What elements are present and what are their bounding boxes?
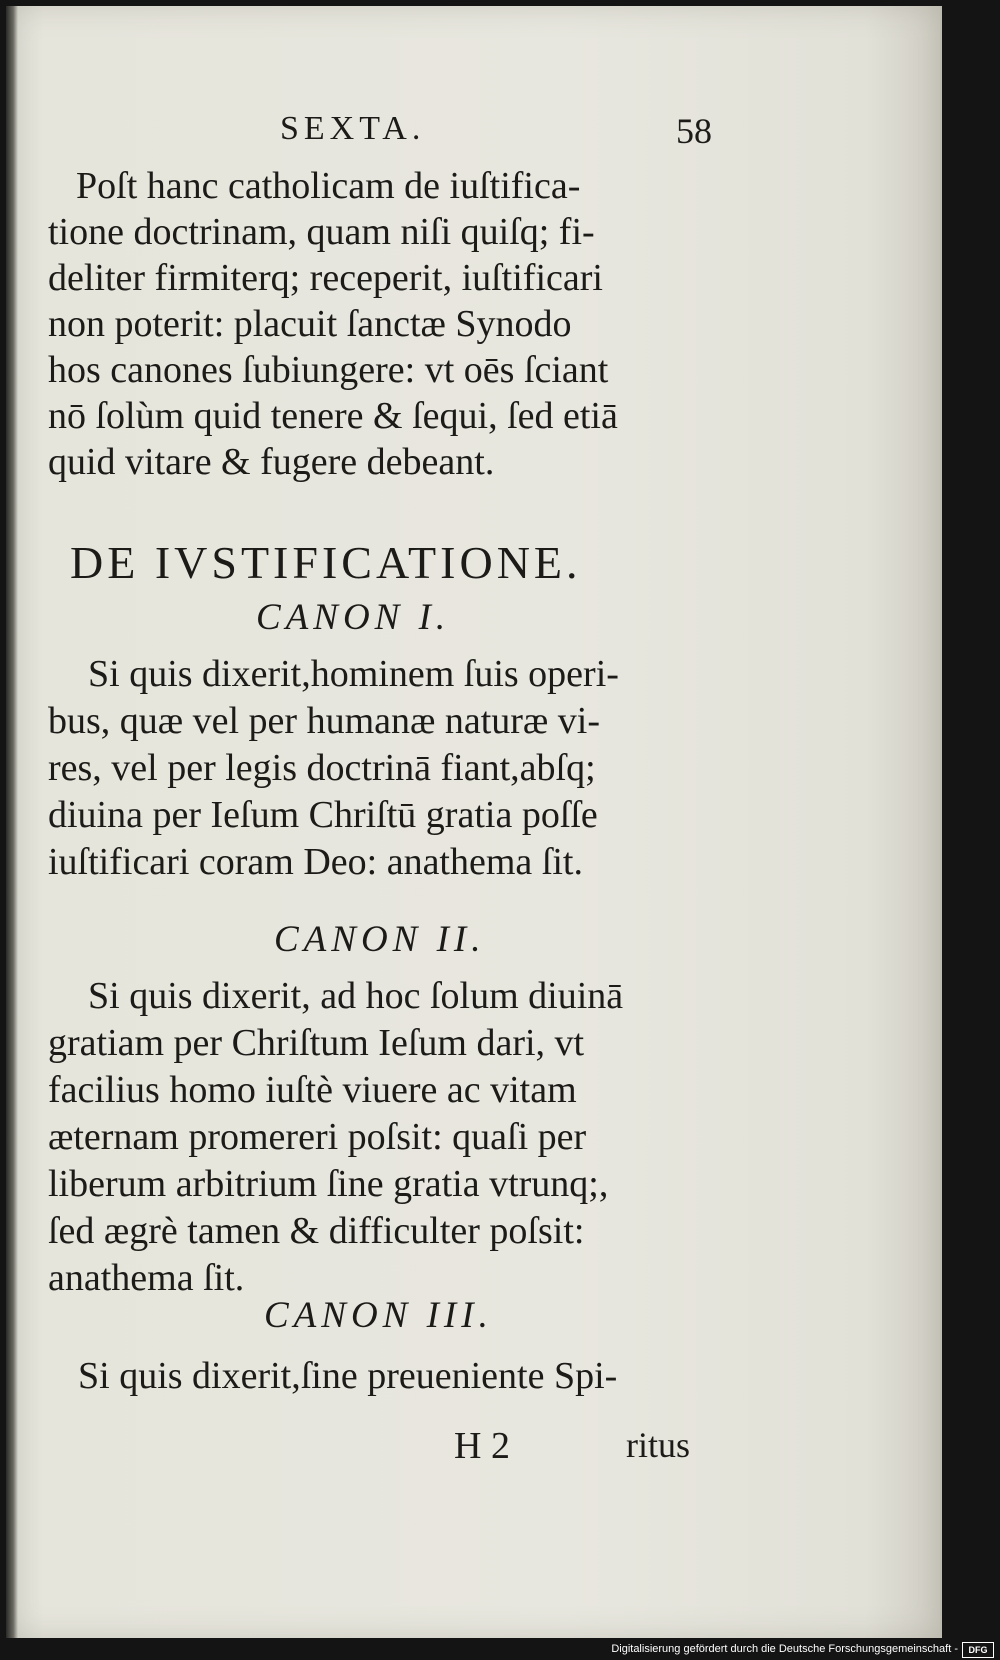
running-head: SEXTA.	[280, 110, 426, 147]
intro-line: hos canones ſubiungere: vt oēs ſciant	[48, 349, 609, 391]
page-gutter-shadow	[6, 6, 18, 1638]
canon-1-line: iuſtificari coram Deo: anathema ſit.	[48, 841, 583, 883]
canon-2-line: gratiam per Chriſtum Ieſum dari, vt	[48, 1022, 585, 1064]
intro-line: quid vitare & fugere debeant.	[48, 441, 495, 483]
intro-line: nō ſolùm quid tenere & ſequi, ſed etiā	[48, 395, 618, 437]
canon-2-line: ſed ægrè tamen & difficulter poſsit:	[48, 1210, 585, 1252]
canon-2-line: Si quis dixerit, ad hoc ſolum diuinā	[88, 975, 624, 1017]
intro-line: tione doctrinam, quam niſi quiſq; fi-	[48, 211, 595, 253]
canon-2-line: æternam promereri poſsit: quaſi per	[48, 1116, 587, 1158]
canon-1-line: Si quis dixerit,hominem ſuis operi-	[88, 653, 619, 695]
canon-3-label: CANON III.	[264, 1295, 493, 1336]
canon-3-line: Si quis dixerit,ſine preueniente Spi-	[78, 1355, 618, 1397]
canon-1-label: CANON I.	[256, 597, 451, 638]
signature-mark: H 2	[454, 1425, 510, 1467]
intro-line: deliter firmiterq; receperit, iuſtificari	[48, 257, 603, 299]
canon-1-line: res, vel per legis doctrinā fiant,abſq;	[48, 747, 596, 789]
page-number: 58	[676, 111, 712, 151]
canon-1-line: diuina per Ieſum Chriſtū gratia poſſe	[48, 794, 598, 836]
canon-2-label: CANON II.	[274, 919, 486, 960]
canon-1-line: bus, quæ vel per humanæ naturæ vi-	[48, 700, 600, 742]
footer-funding-note: Digitalisierung gefördert durch die Deutsche Forschungsgemeinschaft -	[611, 1643, 958, 1655]
canon-2-line: liberum arbitrium ſine gratia vtrunq;,	[48, 1163, 609, 1205]
dfg-logo: DFG	[962, 1642, 994, 1658]
section-heading: DE IVSTIFICATIONE.	[70, 537, 582, 588]
intro-line: Poſt hanc catholicam de iuſtifica-	[76, 165, 581, 207]
canon-2-line: anathema ſit.	[48, 1257, 245, 1299]
intro-line: non poterit: placuit ſanctæ Synodo	[48, 303, 572, 345]
canon-2-line: facilius homo iuſtè viuere ac vitam	[48, 1069, 577, 1111]
catchword: ritus	[626, 1425, 691, 1465]
book-page	[6, 6, 942, 1638]
